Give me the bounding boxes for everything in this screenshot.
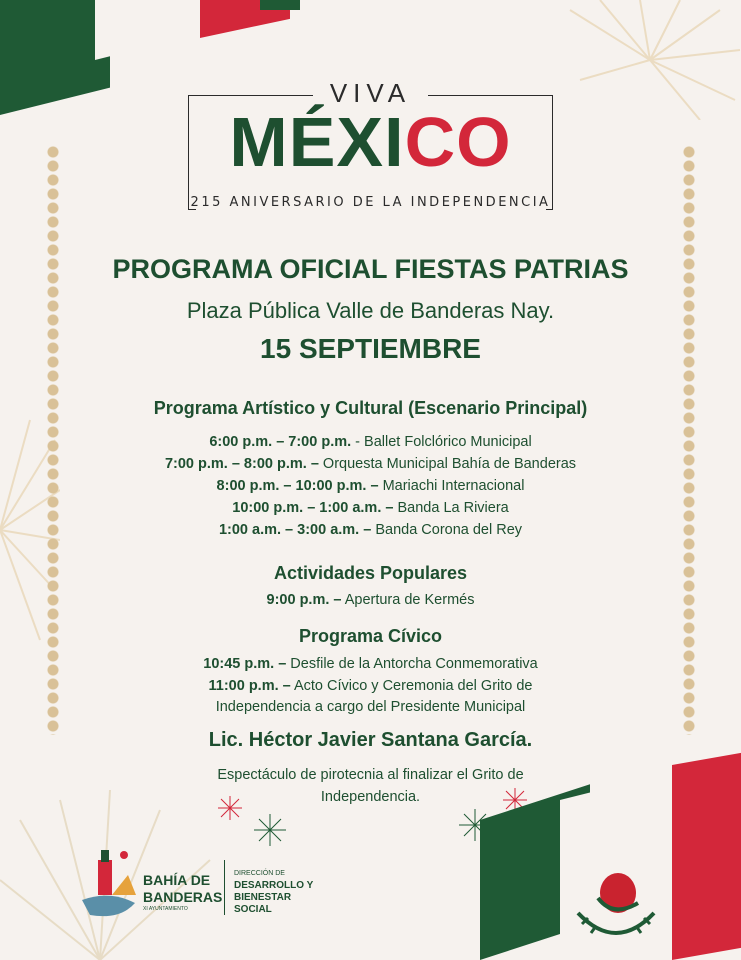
dir-line-3: BIENESTAR bbox=[234, 892, 292, 903]
schedule-time: 10:45 p.m. – bbox=[203, 656, 287, 672]
dir-line-1: DIRECCIÓN DE bbox=[234, 870, 285, 877]
fireworks-left bbox=[210, 790, 310, 860]
schedule-event: Acto Cívico y Ceremonia del Grito de bbox=[293, 678, 533, 694]
mexico-title-red: CO bbox=[404, 103, 512, 181]
schedule-row bbox=[0, 678, 741, 694]
bahia-logo-text bbox=[143, 872, 222, 913]
direccion-logo-text bbox=[234, 868, 313, 916]
program-location: Plaza Pública Valle de Banderas Nay. bbox=[186, 298, 555, 323]
program-date: 15 SEPTIEMBRE bbox=[260, 333, 481, 364]
schedule-event: Banda Corona del Rey bbox=[375, 522, 523, 538]
bahia-line-2: BANDERAS bbox=[143, 889, 223, 905]
mexico-title-green: MÉXI bbox=[229, 103, 405, 181]
schedule-row bbox=[0, 434, 741, 450]
schedule-time: 7:00 p.m. – 8:00 p.m. – bbox=[164, 456, 319, 472]
dir-line-4: SOCIAL bbox=[234, 904, 272, 915]
closing-line-1: Espectáculo de pirotecnia al finalizar el Grito de bbox=[217, 767, 524, 783]
president-name: Lic. Héctor Javier Santana García. bbox=[208, 729, 533, 751]
coat-of-arms-icon bbox=[568, 858, 664, 948]
logo-divider bbox=[224, 860, 225, 915]
schedule-event: Desfile de la Antorcha Conmemorativa bbox=[290, 656, 538, 672]
schedule-event: Ballet Folclórico Municipal bbox=[364, 434, 532, 450]
schedule-event: Apertura de Kermés bbox=[344, 592, 475, 608]
popular-heading: Actividades Populares bbox=[273, 563, 468, 583]
schedule-time: 8:00 p.m. – 10:00 p.m. – bbox=[216, 478, 379, 494]
schedule-row bbox=[0, 592, 741, 608]
anniversary-subtitle: 215 ANIVERSARIO DE LA INDEPENDENCIA bbox=[190, 195, 551, 210]
schedule-time: 11:00 p.m. – bbox=[208, 678, 291, 694]
schedule-continuation: Independencia a cargo del Presidente Municipal bbox=[215, 699, 526, 715]
program-title: PROGRAMA OFICIAL FIESTAS PATRIAS bbox=[112, 254, 629, 284]
schedule-separator: - bbox=[351, 434, 365, 450]
closing-line-2: Independencia. bbox=[320, 789, 421, 805]
schedule-event: Banda La Riviera bbox=[397, 500, 509, 516]
schedule-event: Orquesta Municipal Bahía de Banderas bbox=[322, 456, 577, 472]
bahia-small: XI AYUNTAMIENTO bbox=[143, 906, 188, 912]
schedule-row bbox=[0, 522, 741, 538]
artistic-heading: Programa Artístico y Cultural (Escenario Principal) bbox=[153, 398, 588, 418]
schedule-time: 9:00 p.m. – bbox=[266, 592, 342, 608]
schedule-row bbox=[0, 500, 741, 516]
schedule-event: Mariachi Internacional bbox=[382, 478, 525, 494]
schedule-time: 10:00 p.m. – 1:00 a.m. – bbox=[232, 500, 394, 516]
viva-text: VIVA bbox=[329, 78, 412, 108]
bahia-line-1: BAHÍA DE bbox=[143, 872, 211, 888]
dir-line-2: DESARROLLO Y bbox=[234, 880, 314, 891]
schedule-row bbox=[0, 456, 741, 472]
mexico-title bbox=[0, 103, 741, 181]
schedule-row bbox=[0, 478, 741, 494]
bahia-de-banderas-logo-icon bbox=[80, 845, 140, 925]
schedule-time: 1:00 a.m. – 3:00 a.m. – bbox=[218, 522, 372, 538]
schedule-time: 6:00 p.m. – 7:00 p.m. bbox=[209, 434, 352, 450]
civic-heading: Programa Cívico bbox=[298, 626, 443, 646]
schedule-row bbox=[0, 656, 741, 672]
